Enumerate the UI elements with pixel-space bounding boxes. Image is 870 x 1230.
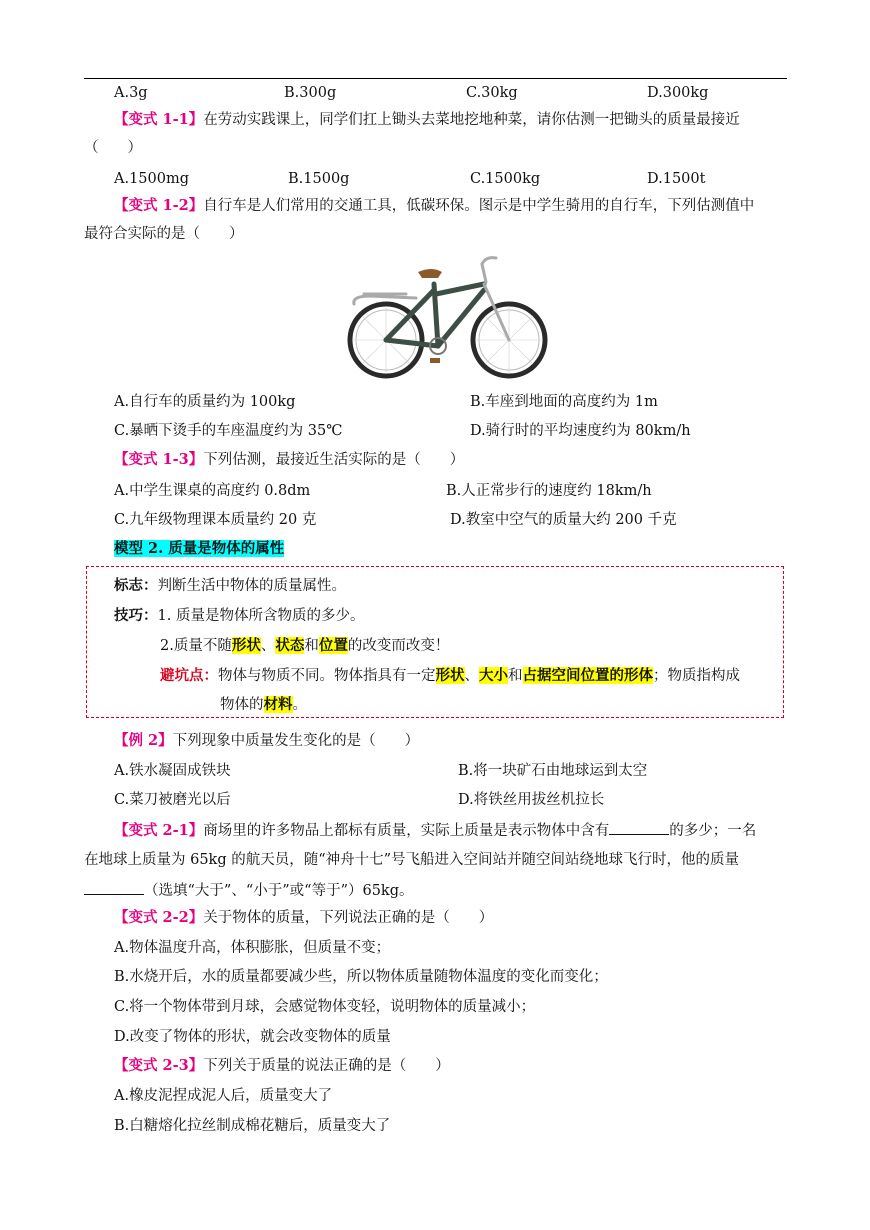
v23-option-a: A.橡皮泥捏成泥人后，质量变大了 xyxy=(114,1088,333,1104)
v23-label: 【变式 2-3】 xyxy=(114,1057,204,1074)
v13-label: 【变式 1-3】 xyxy=(114,451,204,468)
v21-blank1[interactable] xyxy=(609,820,669,835)
q1-option-d: D.300kg xyxy=(647,85,709,101)
ex2-question xyxy=(114,731,419,751)
model2-tip2 xyxy=(160,636,449,656)
model2-avoid-cont xyxy=(220,695,307,715)
v11-option-c: C.1500kg xyxy=(470,171,541,187)
ex2-label: 【例 2】 xyxy=(114,732,173,749)
avoid-text-a: 物体与物质不同。物体指具有一定 xyxy=(218,668,436,684)
v12-question xyxy=(114,196,754,216)
v11-option-a: A.1500mg xyxy=(114,171,190,187)
v22-option-a: A.物体温度升高，体积膨胀，但质量不变； xyxy=(114,940,391,956)
v13-option-d: D.教室中空气的质量大约 200 千克 xyxy=(450,512,677,528)
v22-label: 【变式 2-2】 xyxy=(114,909,204,926)
bicycle-image xyxy=(346,250,551,382)
v22-text: 关于物体的质量，下列说法正确的是（ ） xyxy=(203,910,494,926)
tip2-text-c: 和 xyxy=(304,638,319,654)
v11-text: 在劳动实践课上，同学们扛上锄头去菜地挖地种菜，请你估测一把锄头的质量最接近 xyxy=(203,112,740,128)
v23-question xyxy=(114,1056,450,1076)
v22-question xyxy=(114,908,493,928)
v11-option-b: B.1500g xyxy=(288,171,350,187)
flag-label: 标志： xyxy=(114,577,158,594)
v11-paren: （ ） xyxy=(84,140,142,156)
v12-option-c: C.暴晒下烫手的车座温度约为 35℃ xyxy=(114,423,343,439)
ex2-option-b: B.将一块矿石由地球运到太空 xyxy=(458,763,648,779)
q1-option-a: A.3g xyxy=(114,85,148,101)
tip2-text-a: 2.质量不随 xyxy=(160,638,232,654)
flag-text: 判断生活中物体的质量属性。 xyxy=(157,578,346,594)
q1-option-c: C.30kg xyxy=(466,85,518,101)
model2-title xyxy=(114,539,284,559)
v12-text2: 最符合实际的是（ ） xyxy=(84,226,244,242)
tip2-highlight-state: 状态 xyxy=(275,637,305,654)
v21-text3: （选填“大于”、“小于”或“等于”）65kg。 xyxy=(144,883,414,899)
v12-option-d: D.骑行时的平均速度约为 80km/h xyxy=(470,423,691,439)
avoid-text-f: 。 xyxy=(292,697,307,713)
ex2-option-c: C.菜刀被磨光以后 xyxy=(114,792,231,808)
model2-avoid xyxy=(160,666,740,686)
model2-tip1 xyxy=(114,606,364,626)
v12-option-b: B.车座到地面的高度约为 1m xyxy=(470,394,658,410)
v12-option-a: A.自行车的质量约为 100kg xyxy=(114,394,296,410)
v22-option-d: D.改变了物体的形状，就会改变物体的质量 xyxy=(114,1029,391,1045)
v13-option-a: A.中学生课桌的高度约 0.8dm xyxy=(114,483,311,499)
ex2-option-d: D.将铁丝用拔丝机拉长 xyxy=(458,792,605,808)
tip2-text-b: 、 xyxy=(260,638,276,654)
q1-option-b: B.300g xyxy=(284,85,337,101)
v21-blank2[interactable] xyxy=(84,880,144,895)
avoid-highlight-material: 材料 xyxy=(263,696,293,713)
v23-text: 下列关于质量的说法正确的是（ ） xyxy=(203,1058,450,1074)
model2-title-text: 模型 2. 质量是物体的属性 xyxy=(114,540,285,557)
ex2-option-a: A.铁水凝固成铁块 xyxy=(114,763,231,779)
avoid-text-d: ；物质指构成 xyxy=(653,668,740,684)
v13-option-c: C.九年级物理课本质量约 20 克 xyxy=(114,512,317,528)
v12-label: 【变式 1-2】 xyxy=(114,197,204,214)
tip2-highlight-position: 位置 xyxy=(318,637,348,654)
tip2-highlight-shape: 形状 xyxy=(231,637,261,654)
v22-option-b: B.水烧开后，水的质量都要减少些，所以物体质量随物体温度的变化而变化； xyxy=(114,969,608,985)
v13-text: 下列估测，最接近生活实际的是（ ） xyxy=(203,452,465,468)
v21-text1a: 商场里的许多物品上都标有质量，实际上质量是表示物体中含有 xyxy=(203,823,610,839)
model2-flag xyxy=(114,576,346,596)
avoid-text-e: 物体的 xyxy=(220,697,264,713)
v21-line3 xyxy=(84,880,414,901)
v22-option-c: C.将一个物体带到月球，会感觉物体变轻，说明物体的质量减小； xyxy=(114,999,536,1015)
header-rule xyxy=(84,78,787,79)
avoid-highlight-shape: 形状 xyxy=(435,667,465,684)
ex2-text: 下列现象中质量发生变化的是（ ） xyxy=(172,733,420,749)
avoid-highlight-size: 大小 xyxy=(479,667,508,684)
v12-text1: 自行车是人们常用的交通工具，低碳环保。图示是中学生骑用的自行车，下列估测值中 xyxy=(203,198,755,214)
v21-label: 【变式 2-1】 xyxy=(114,822,204,839)
v21-text2: 在地球上质量为 65kg 的航天员，随“神舟十七”号飞船进入空间站并随空间站绕地球飞行时，他的质量 xyxy=(84,852,740,868)
avoid-text-c: 和 xyxy=(508,668,523,684)
avoid-label: 避坑点： xyxy=(160,667,218,684)
tip-label: 技巧： xyxy=(114,607,158,624)
tip1-text: 1. 质量是物体所含物质的多少。 xyxy=(157,608,365,624)
v21-line1 xyxy=(114,820,756,841)
avoid-text-b: 、 xyxy=(464,668,479,684)
v13-question xyxy=(114,450,464,470)
v11-option-d: D.1500t xyxy=(647,171,706,187)
avoid-highlight-form: 占据空间位置的形体 xyxy=(522,667,653,684)
tip2-text-d: 的改变而改变！ xyxy=(347,638,450,654)
v11-label: 【变式 1-1】 xyxy=(114,111,204,128)
v11-question xyxy=(114,110,740,130)
v21-text1b: 的多少；一名 xyxy=(669,823,757,839)
v13-option-b: B.人正常步行的速度约 18km/h xyxy=(446,483,652,499)
v23-option-b: B.白糖熔化拉丝制成棉花糖后，质量变大了 xyxy=(114,1118,391,1134)
